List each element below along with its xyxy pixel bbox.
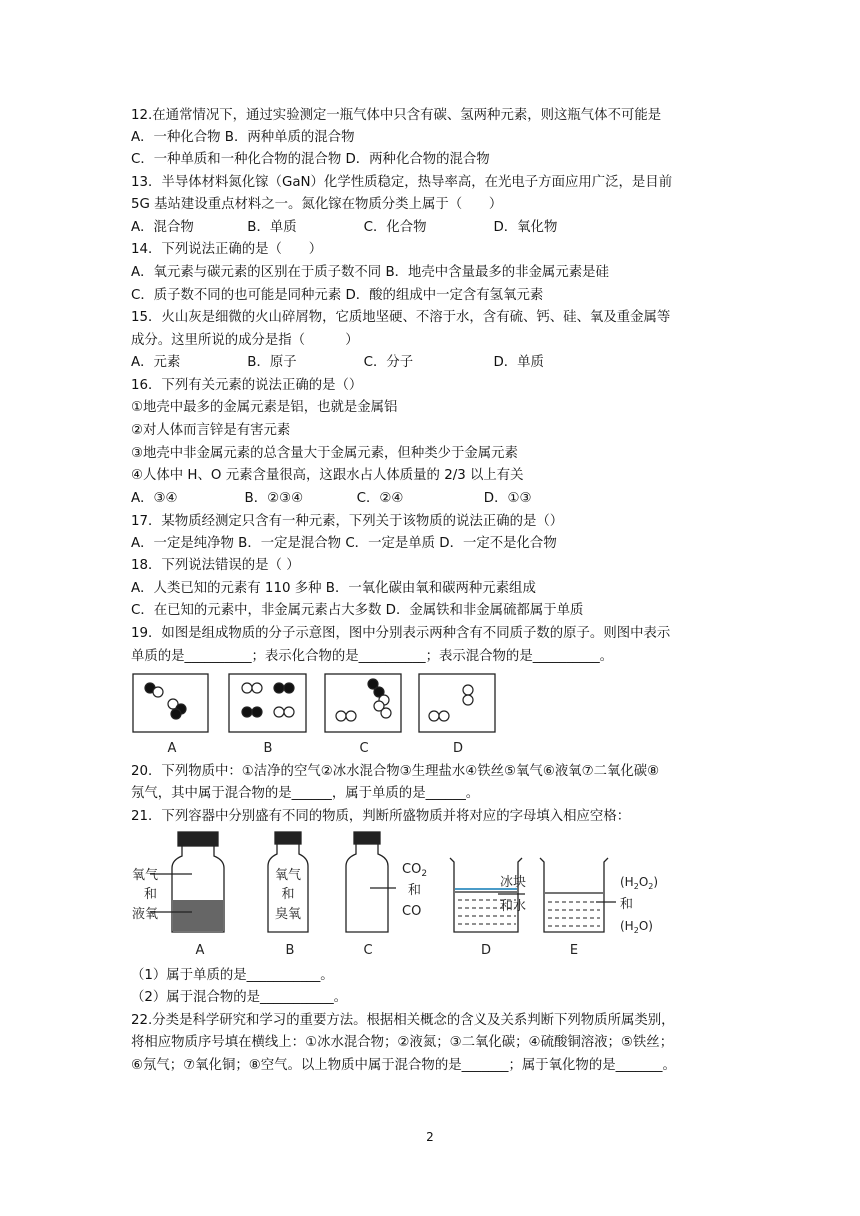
label-c: C <box>359 741 369 756</box>
text-line: C．质子数不同的也可能是同种元素 D．酸的组成中一定含有氢氧元素 <box>131 288 544 303</box>
text-line: 21．下列容器中分别盛有不同的物质，判断所盛物质并将对应的字母填入相应空格： <box>131 809 631 824</box>
text-line: 15．火山灰是细微的火山碎屑物，它质地坚硬、不溶于水，含有硫、钙、硅、氧及重金属等 <box>131 310 671 325</box>
bottle-a-label-mid: 和 <box>144 887 158 902</box>
text-line: （2）属于混合物的是___________。 <box>131 990 348 1005</box>
text-line: C．一种单质和一种化合物的混合物 D．两种化合物的混合物 <box>131 152 490 167</box>
text-line: 19．如图是组成物质的分子示意图，图中分别表示两种含有不同质子数的原子。则图中表示 <box>131 626 671 641</box>
text-line: ③地壳中非金属元素的总含量大于金属元素，但种类少于金属元素 <box>131 446 518 461</box>
bottle-c-label-and: 和 <box>408 883 422 898</box>
text-line: 16．下列有关元素的说法正确的是（） <box>131 378 363 393</box>
box-b <box>229 674 306 732</box>
container-label-b: B <box>285 943 295 958</box>
text-line: 氖气，其中属于混合物的是______，属于单质的是______。 <box>131 786 480 801</box>
bottle-b-label-1: 氧气 <box>274 868 302 883</box>
text-line: 20．下列物质中：①洁净的空气②冰水混合物③生理盐水④铁丝⑤氧气⑥液氧⑦二氧化碳⑧ <box>131 764 660 779</box>
page-number: 2 <box>426 1130 434 1144</box>
label-a: A <box>167 741 177 756</box>
beaker-e-label-h2o2: $(H_2O_2)$ <box>620 875 659 891</box>
label-b: B <box>263 741 273 756</box>
text-line: 将相应物质序号填在横线上：①冰水混合物；②液氮；③二氧化碳；④硫酸铜溶液；⑤铁丝； <box>131 1035 674 1050</box>
text-line: A．元素 B．原子 C．分子 D．单质 <box>131 355 544 370</box>
bottle-b-label-3: 臭氧 <box>274 907 302 922</box>
text-line: 5G 基站建设重点材料之一。氮化镓在物质分类上属于（ ） <box>131 197 503 212</box>
text-line: C．在已知的元素中，非金属元素占大多数 D．金属铁和非金属硫都属于单质 <box>131 603 584 618</box>
bottle-b-label-2: 和 <box>281 887 295 902</box>
text-line: A．氧元素与碳元素的区别在于质子数不同 B．地壳中含量最多的非金属元素是硅 <box>131 265 609 280</box>
container-label-c: C <box>363 943 373 958</box>
text-line: A．③④ B．②③④ C．②④ D．①③ <box>131 491 532 506</box>
text-line: （1）属于单质的是___________。 <box>131 968 334 983</box>
container-label-d: D <box>480 943 492 958</box>
text-line: 单质的是__________；表示化合物的是__________；表示混合物的是__________。 <box>131 649 614 664</box>
bottle-c-label-co2: $CO_2$ <box>402 862 428 879</box>
beaker-e-label-h2o: $(H_2O)$ <box>620 919 653 935</box>
container-label-e: E <box>569 943 579 958</box>
text-line: 17．某物质经测定只含有一种元素，下列关于该物质的说法正确的是（） <box>131 514 564 529</box>
text-line: 13．半导体材料氮化镓（GaN）化学性质稳定，热导率高，在光电子方面应用广泛，是目前 <box>131 175 673 190</box>
text-line: 22.分类是科学研究和学习的重要方法。根据相关概念的含义及关系判断下列物质所属类别， <box>131 1013 675 1028</box>
beaker-d-label-1: 冰块 <box>500 875 527 890</box>
text-line: 成分。这里所说的成分是指（ ） <box>131 333 359 348</box>
label-d: D <box>452 741 464 756</box>
text-line: ④人体中 H、O 元素含量很高，这跟水占人体质量的 2/3 以上有关 <box>131 468 524 483</box>
box-c <box>325 674 401 732</box>
box-d <box>419 674 495 732</box>
bottle-c-label-co: CO <box>402 904 422 919</box>
text-line: ⑥氖气；⑦氧化铜；⑧空气。以上物质中属于混合物的是_______；属于氧化物的是_______。 <box>131 1058 676 1073</box>
bottle-a-label-top: 氧气 <box>132 868 159 883</box>
molecule-diagram <box>128 670 508 760</box>
beaker-e-label-and: 和 <box>620 897 634 912</box>
text-line: ②对人体而言锌是有害元素 <box>131 423 291 438</box>
text-line: A．一定是纯净物 B．一定是混合物 C．一定是单质 D．一定不是化合物 <box>131 536 557 551</box>
text-line: 14．下列说法正确的是（ ） <box>131 242 323 257</box>
text-line: 18．下列说法错误的是（ ） <box>131 558 300 573</box>
beaker-d-label-2: 和水 <box>500 899 527 914</box>
text-line: ①地壳中最多的金属元素是铝，也就是金属铝 <box>131 400 398 415</box>
text-line: 12.在通常情况下，通过实验测定一瓶气体中只含有碳、氢两种元素，则这瓶气体不可能是 <box>131 108 662 123</box>
text-line: A．一种化合物 B．两种单质的混合物 <box>131 130 355 145</box>
bottle-a-label-bot: 液氧 <box>132 907 159 922</box>
text-line: A．人类已知的元素有 110 多种 B．一氧化碳由氧和碳两种元素组成 <box>131 581 536 596</box>
container-diagram <box>130 828 690 964</box>
text-line: A．混合物 B．单质 C．化合物 D．氧化物 <box>131 220 558 235</box>
container-label-a: A <box>195 943 205 958</box>
